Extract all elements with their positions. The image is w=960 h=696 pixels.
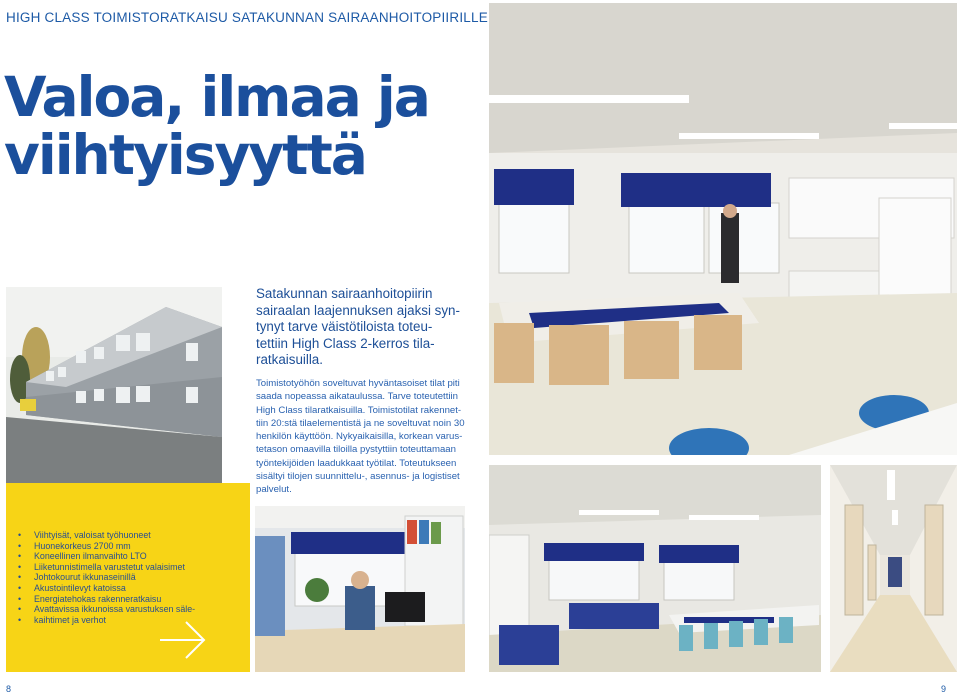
body-line: saada nopeassa aikataulussa. Tarve toteutettiin: [256, 391, 458, 403]
list-item: • Avattavissa ikkunoissa varustuksen säle-: [18, 604, 195, 615]
kitchen-lunchroom-photo: [489, 3, 957, 455]
page-number-right: 9: [941, 684, 947, 694]
list-item: • Huonekorkeus 2700 mm: [18, 541, 195, 552]
arrow-right-icon: [158, 620, 208, 660]
body-paragraph: [256, 377, 488, 497]
list-item: • Viihtyisät, valoisat työhuoneet: [18, 530, 195, 541]
corridor-photo: [830, 465, 957, 672]
list-item: • Akustointilevyt katoissa: [18, 583, 195, 594]
office-workstation-photo: [255, 506, 465, 672]
headline: [4, 65, 444, 187]
lead-paragraph: [256, 286, 481, 369]
body-line: henkilön käyttöön. Nykyaikaisilla, korkean varus-: [256, 431, 463, 443]
list-item: • Koneellinen ilmanvaihto LTO: [18, 551, 195, 562]
features-list: [18, 530, 195, 625]
body-line: sisältyi tilojen suunnittelu-, asennus- ja logistiset: [256, 471, 460, 483]
list-item: • Energiatehokas rakenneratkaisu: [18, 594, 195, 605]
eyebrow-title: HIGH CLASS TOIMISTORATKAISU SATAKUNNAN SAIRAANHOITOPIIRILLE: [6, 10, 488, 25]
body-line: työntekijöiden laadukkaat työtilat. Toteutukseen: [256, 457, 457, 469]
lead-line: sairaalan laajennuksen ajaksi syn-: [256, 302, 460, 318]
page-number-left: 8: [6, 684, 12, 694]
lead-line: tettiin High Class 2-kerros tila-: [256, 335, 435, 351]
body-line: tetason omaavilla tiloilla pystyttiin toteuttamaan: [256, 444, 456, 456]
body-line: Toimistotyöhön soveltuvat hyväntasoiset tilat piti: [256, 378, 460, 389]
body-line: tiin 20:stä tilaelementistä ja ne soveltuvat noin 30: [256, 417, 465, 429]
lounge-meeting-photo: [489, 465, 821, 672]
body-line: High Class tilaratkaisuilla. Toimistotilat rakennet-: [256, 404, 462, 416]
building-exterior-photo: [6, 287, 222, 483]
headline-line: Valoa, ilmaa ja: [4, 65, 429, 129]
lead-line: tynyt tarve väistötiloista toteu-: [256, 319, 433, 335]
list-item: • Johtokourut ikkunaseinillä: [18, 572, 195, 583]
list-item: • Liiketunnistimella varustetut valaisimet: [18, 562, 195, 573]
lead-line: ratkaisuilla.: [256, 352, 323, 368]
lead-line: Satakunnan sairaanhoitopiirin: [256, 286, 433, 301]
body-line: palvelut.: [256, 484, 292, 496]
headline-line: viihtyisyyttä: [4, 123, 366, 187]
list-item: • kaihtimet ja verhot: [18, 615, 195, 626]
